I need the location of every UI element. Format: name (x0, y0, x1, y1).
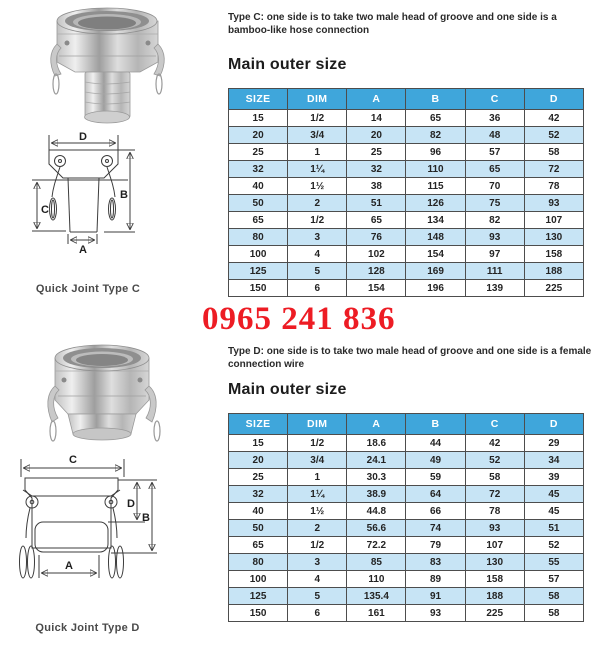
column-header: B (406, 89, 465, 110)
table-cell: 32 (229, 161, 288, 178)
type-d-description: Type D: one side is to take two male head of groove and one side is a female connection wire (228, 346, 592, 370)
table-cell: 1½ (288, 178, 347, 195)
table-cell: 83 (406, 554, 465, 571)
table-cell: 20 (347, 127, 406, 144)
table-cell: 52 (524, 127, 583, 144)
table-cell: 148 (406, 229, 465, 246)
table-cell: 4 (288, 246, 347, 263)
table-row (229, 469, 584, 486)
table-cell: 130 (465, 554, 524, 571)
table-cell: 93 (465, 229, 524, 246)
table-cell: 169 (406, 263, 465, 280)
table-cell: 58 (524, 605, 583, 622)
table-cell: 4 (288, 571, 347, 588)
table-cell: 1½ (288, 503, 347, 520)
table-cell: 135.4 (347, 588, 406, 605)
table-cell: 40 (229, 178, 288, 195)
table-cell: 97 (465, 246, 524, 263)
type-c-product-photo (45, 4, 170, 127)
table-cell: 44.8 (347, 503, 406, 520)
table-cell: 93 (465, 520, 524, 537)
phone-number: 0965 241 836 (202, 301, 396, 337)
table-cell: 25 (347, 144, 406, 161)
table-cell: 51 (524, 520, 583, 537)
column-header: DIM (288, 414, 347, 435)
table-cell: 56.6 (347, 520, 406, 537)
table-cell: 70 (465, 178, 524, 195)
table-cell: 139 (465, 280, 524, 297)
table-cell: 1 (288, 469, 347, 486)
table-cell: 107 (524, 212, 583, 229)
dim-label-b: B (142, 512, 150, 524)
table-cell: 5 (288, 263, 347, 280)
table-header-row (229, 89, 584, 110)
table-cell: 82 (465, 212, 524, 229)
table-cell: 91 (406, 588, 465, 605)
table-cell: 188 (524, 263, 583, 280)
table-cell: 30.3 (347, 469, 406, 486)
column-header: SIZE (229, 414, 288, 435)
table-row (229, 178, 584, 195)
table-cell: 134 (406, 212, 465, 229)
table-cell: 58 (465, 469, 524, 486)
column-header: D (524, 414, 583, 435)
table-cell: 40 (229, 503, 288, 520)
table-cell: 79 (406, 537, 465, 554)
table-cell: 196 (406, 280, 465, 297)
column-header: SIZE (229, 89, 288, 110)
table-cell: 3/4 (288, 452, 347, 469)
dim-label-b: B (120, 189, 128, 201)
table-row (229, 452, 584, 469)
table-cell: 65 (229, 212, 288, 229)
table-cell: 75 (465, 195, 524, 212)
table-cell: 25 (229, 469, 288, 486)
table-cell: 102 (347, 246, 406, 263)
table-cell: 50 (229, 520, 288, 537)
table-row (229, 212, 584, 229)
table-cell: 3 (288, 229, 347, 246)
table-cell: 78 (465, 503, 524, 520)
table-row (229, 246, 584, 263)
table-row (229, 144, 584, 161)
dim-label-c: C (69, 454, 77, 466)
table-row (229, 571, 584, 588)
column-header: C (465, 414, 524, 435)
dim-label-d: D (79, 131, 87, 143)
table-cell: 125 (229, 588, 288, 605)
table-cell: 52 (465, 452, 524, 469)
table-cell: 111 (465, 263, 524, 280)
table-row (229, 161, 584, 178)
table-cell: 58 (524, 588, 583, 605)
table-cell: 5 (288, 588, 347, 605)
column-header: DIM (288, 89, 347, 110)
table-cell: 20 (229, 452, 288, 469)
table-cell: 45 (524, 486, 583, 503)
type-c-section-title: Main outer size (228, 56, 347, 73)
table-row (229, 588, 584, 605)
table-cell: 24.1 (347, 452, 406, 469)
table-cell: 154 (347, 280, 406, 297)
table-cell: 158 (524, 246, 583, 263)
dim-label-a: A (65, 560, 73, 572)
table-row (229, 520, 584, 537)
dim-label-d: D (127, 498, 135, 510)
table-cell: 225 (465, 605, 524, 622)
table-cell: 39 (524, 469, 583, 486)
table-cell: 42 (465, 435, 524, 452)
type-c-size-table (228, 88, 584, 297)
table-cell: 80 (229, 554, 288, 571)
dim-label-c: C (41, 204, 49, 216)
table-cell: 65 (229, 537, 288, 554)
type-d-size-table (228, 413, 584, 622)
table-cell: 52 (524, 537, 583, 554)
table-cell: 2 (288, 195, 347, 212)
table-cell: 55 (524, 554, 583, 571)
type-d-product-photo (38, 338, 173, 452)
table-row (229, 486, 584, 503)
type-c-description: Type C: one side is to take two male head of groove and one side is a bamboo-like hose connection (228, 12, 557, 36)
table-cell: 150 (229, 280, 288, 297)
table-cell: 110 (347, 571, 406, 588)
table-cell: 57 (524, 571, 583, 588)
table-row (229, 110, 584, 127)
table-cell: 80 (229, 229, 288, 246)
table-cell: 1 (288, 144, 347, 161)
table-cell: 50 (229, 195, 288, 212)
table-cell: 6 (288, 605, 347, 622)
table-cell: 1¼ (288, 161, 347, 178)
table-cell: 100 (229, 571, 288, 588)
table-cell: 57 (465, 144, 524, 161)
type-c-diagram (8, 130, 158, 255)
table-cell: 72.2 (347, 537, 406, 554)
table-cell: 126 (406, 195, 465, 212)
table-cell: 65 (465, 161, 524, 178)
column-header: D (524, 89, 583, 110)
column-header: B (406, 414, 465, 435)
table-cell: 74 (406, 520, 465, 537)
table-cell: 34 (524, 452, 583, 469)
table-cell: 225 (524, 280, 583, 297)
column-header: A (347, 89, 406, 110)
table-cell: 36 (465, 110, 524, 127)
table-cell: 65 (347, 212, 406, 229)
table-cell: 15 (229, 435, 288, 452)
table-cell: 161 (347, 605, 406, 622)
column-header: A (347, 414, 406, 435)
table-cell: 51 (347, 195, 406, 212)
table-cell: 45 (524, 503, 583, 520)
table-cell: 154 (406, 246, 465, 263)
dim-label-a: A (79, 244, 87, 255)
table-row (229, 127, 584, 144)
table-cell: 1/2 (288, 110, 347, 127)
table-cell: 6 (288, 280, 347, 297)
table-cell: 130 (524, 229, 583, 246)
type-d-caption: Quick Joint Type D (35, 622, 140, 634)
table-cell: 38 (347, 178, 406, 195)
table-row (229, 435, 584, 452)
table-cell: 72 (524, 161, 583, 178)
table-cell: 115 (406, 178, 465, 195)
table-cell: 89 (406, 571, 465, 588)
table-header-row (229, 414, 584, 435)
table-cell: 125 (229, 263, 288, 280)
table-cell: 188 (465, 588, 524, 605)
table-cell: 110 (406, 161, 465, 178)
type-c-caption: Quick Joint Type C (35, 283, 141, 295)
table-cell: 49 (406, 452, 465, 469)
table-cell: 1/2 (288, 435, 347, 452)
table-cell: 20 (229, 127, 288, 144)
type-d-section-title: Main outer size (228, 381, 347, 398)
table-cell: 72 (465, 486, 524, 503)
table-cell: 29 (524, 435, 583, 452)
table-cell: 1/2 (288, 212, 347, 229)
table-cell: 32 (229, 486, 288, 503)
table-row (229, 229, 584, 246)
table-cell: 48 (465, 127, 524, 144)
table-row (229, 554, 584, 571)
table-cell: 100 (229, 246, 288, 263)
table-cell: 1¼ (288, 486, 347, 503)
table-cell: 18.6 (347, 435, 406, 452)
table-cell: 107 (465, 537, 524, 554)
table-cell: 44 (406, 435, 465, 452)
table-cell: 78 (524, 178, 583, 195)
table-cell: 1/2 (288, 537, 347, 554)
table-cell: 85 (347, 554, 406, 571)
table-cell: 65 (406, 110, 465, 127)
table-cell: 32 (347, 161, 406, 178)
table-cell: 66 (406, 503, 465, 520)
table-cell: 58 (524, 144, 583, 161)
table-cell: 14 (347, 110, 406, 127)
table-cell: 38.9 (347, 486, 406, 503)
table-cell: 64 (406, 486, 465, 503)
table-cell: 93 (524, 195, 583, 212)
table-cell: 150 (229, 605, 288, 622)
table-cell: 76 (347, 229, 406, 246)
table-row (229, 195, 584, 212)
table-cell: 96 (406, 144, 465, 161)
table-cell: 93 (406, 605, 465, 622)
table-row (229, 605, 584, 622)
table-cell: 59 (406, 469, 465, 486)
table-cell: 15 (229, 110, 288, 127)
table-cell: 3/4 (288, 127, 347, 144)
table-cell: 3 (288, 554, 347, 571)
column-header: C (465, 89, 524, 110)
table-row (229, 263, 584, 280)
type-d-diagram (5, 450, 165, 610)
table-row (229, 503, 584, 520)
table-cell: 82 (406, 127, 465, 144)
table-row (229, 280, 584, 297)
table-cell: 2 (288, 520, 347, 537)
table-cell: 158 (465, 571, 524, 588)
table-row (229, 537, 584, 554)
table-cell: 128 (347, 263, 406, 280)
table-cell: 25 (229, 144, 288, 161)
table-cell: 42 (524, 110, 583, 127)
